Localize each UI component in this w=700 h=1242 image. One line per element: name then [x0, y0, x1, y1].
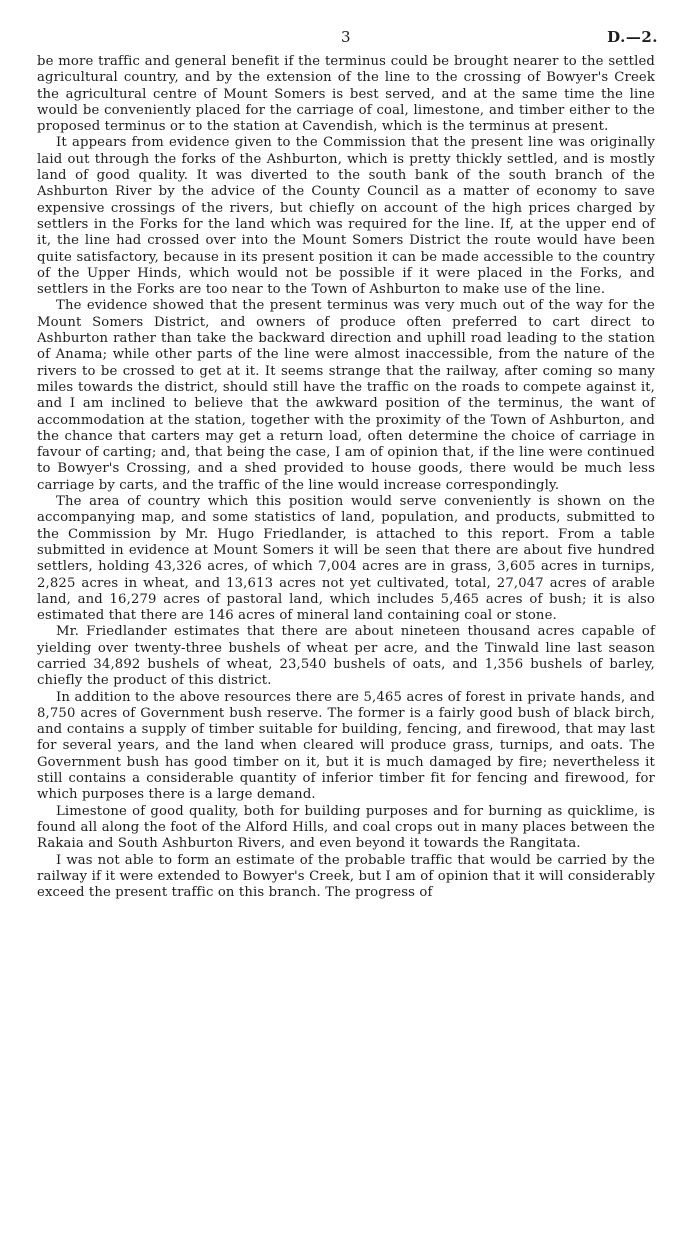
document-page	[37, 28, 658, 901]
document-reference: D.—2.	[607, 28, 658, 46]
paragraph-forest-resources: In addition to the above resources there are 5,465 acres of forest in private hands, and 8,750 acres of Government bush reserve. The former is a fairly good bush of black birch, and contains a supply of timber suitable for building, fencing, and firewood, that may last for several years, and the land when cleared will produce grass, turnips, and oats. The Government bush has good timber on it, but it is much damaged by fire; nevertheless it still contains a considerable quantity of inferior timber fit for fencing and firewood, for which purposes there is a large demand.	[37, 689, 655, 803]
paragraph-area-statistics: The area of country which this position would serve conveniently is shown on the accompanying map, and some statistics of land, population, and products, submitted to the Commission by Mr. Hugo Friedlander, is attached to this report. From a table submitted in evidence at Mount Somers it will be seen that there are about five hundred settlers, holding 43,326 acres, of which 7,004 acres are in grass, 3,605 acres in turnips, 2,825 acres in wheat, and 13,613 acres not yet cultivated, total, 27,047 acres of arable land, and 16,279 acres of pastoral land, which includes 5,465 acres of bush; it is also estimated that there are 146 acres of mineral land containing coal or stone.	[37, 494, 655, 624]
paragraph-route-history: It appears from evidence given to the Commission that the present line was originally laid out through the forks of the Ashburton, which is pretty thickly settled, and is mostly land of good quality. It was diverted to the south bank of the south branch of the Ashburton River by the advice of the County Council as a matter of economy to save expensive crossings of the rivers, but chiefly on account of the high prices charged by settlers in the Forks for the land which was required for the line. If, at the upper end of it, the line had crossed over into the Mount Somers District the route would have been quite satisfactory, because in its present position it can be made accessible to the country of the Upper Hinds, which would not be possible if it were placed in the Forks, and settlers in the Forks are too near to the Town of Ashburton to make use of the line.	[37, 135, 655, 298]
paragraph-terminus-evidence: The evidence showed that the present terminus was very much out of the way for the Mount Somers District, and owners of produce often preferred to cart direct to Ashburton rather than take the backward direction and uphill road leading to the station of Anama; while other parts of the line were almost inaccessible, from the nature of the rivers to be crossed to get at it. It seems strange that the railway, after coming so many miles towards the district, should still have the traffic on the roads to compete against it, and I am inclined to believe that the awkward position of the terminus, the want of accommodation at the station, together with the proximity of the Town of Ashburton, and the chance that carters may get a return load, often determine the choice of carriage in favour of carting; and, that being the case, I am of opinion that, if the line were continued to Bowyer's Crossing, and a shed provided to house goods, there would be much less carriage by carts, and the traffic of the line would increase correspondingly.	[37, 298, 655, 493]
body-text	[37, 54, 655, 901]
paragraph-limestone-coal: Limestone of good quality, both for building purposes and for burning as quicklime, is found all along the foot of the Alford Hills, and coal crops out in many places between the Rakaia and South Ashburton Rivers, and even beyond it towards the Rangitata.	[37, 803, 655, 852]
page-header	[37, 28, 658, 54]
paragraph-wheat-estimates: Mr. Friedlander estimates that there are about nineteen thousand acres capable of yielding over twenty-three bushels of wheat per acre, and the Tinwald line last season carried 34,892 bushels of wheat, 23,540 bushels of oats, and 1,356 bushels of barley, chiefly the product of this district.	[37, 624, 655, 689]
paragraph-traffic-estimate: I was not able to form an estimate of the probable traffic that would be carried by the railway if it were extended to Bowyer's Creek, but I am of opinion that it will considerably exceed the present traffic on this branch. The progress of	[37, 852, 655, 901]
page-number: 3	[341, 28, 351, 46]
paragraph-continuation: be more traffic and general benefit if the terminus could be brought nearer to the settled agricultural country, and by the extension of the line to the crossing of Bowyer's Creek the agricultural centre of Mount Somers is best served, and at the same time the line would be conveniently placed for the carriage of coal, limestone, and timber either to the proposed terminus or to the station at Cavendish, which is the terminus at present.	[37, 54, 655, 135]
